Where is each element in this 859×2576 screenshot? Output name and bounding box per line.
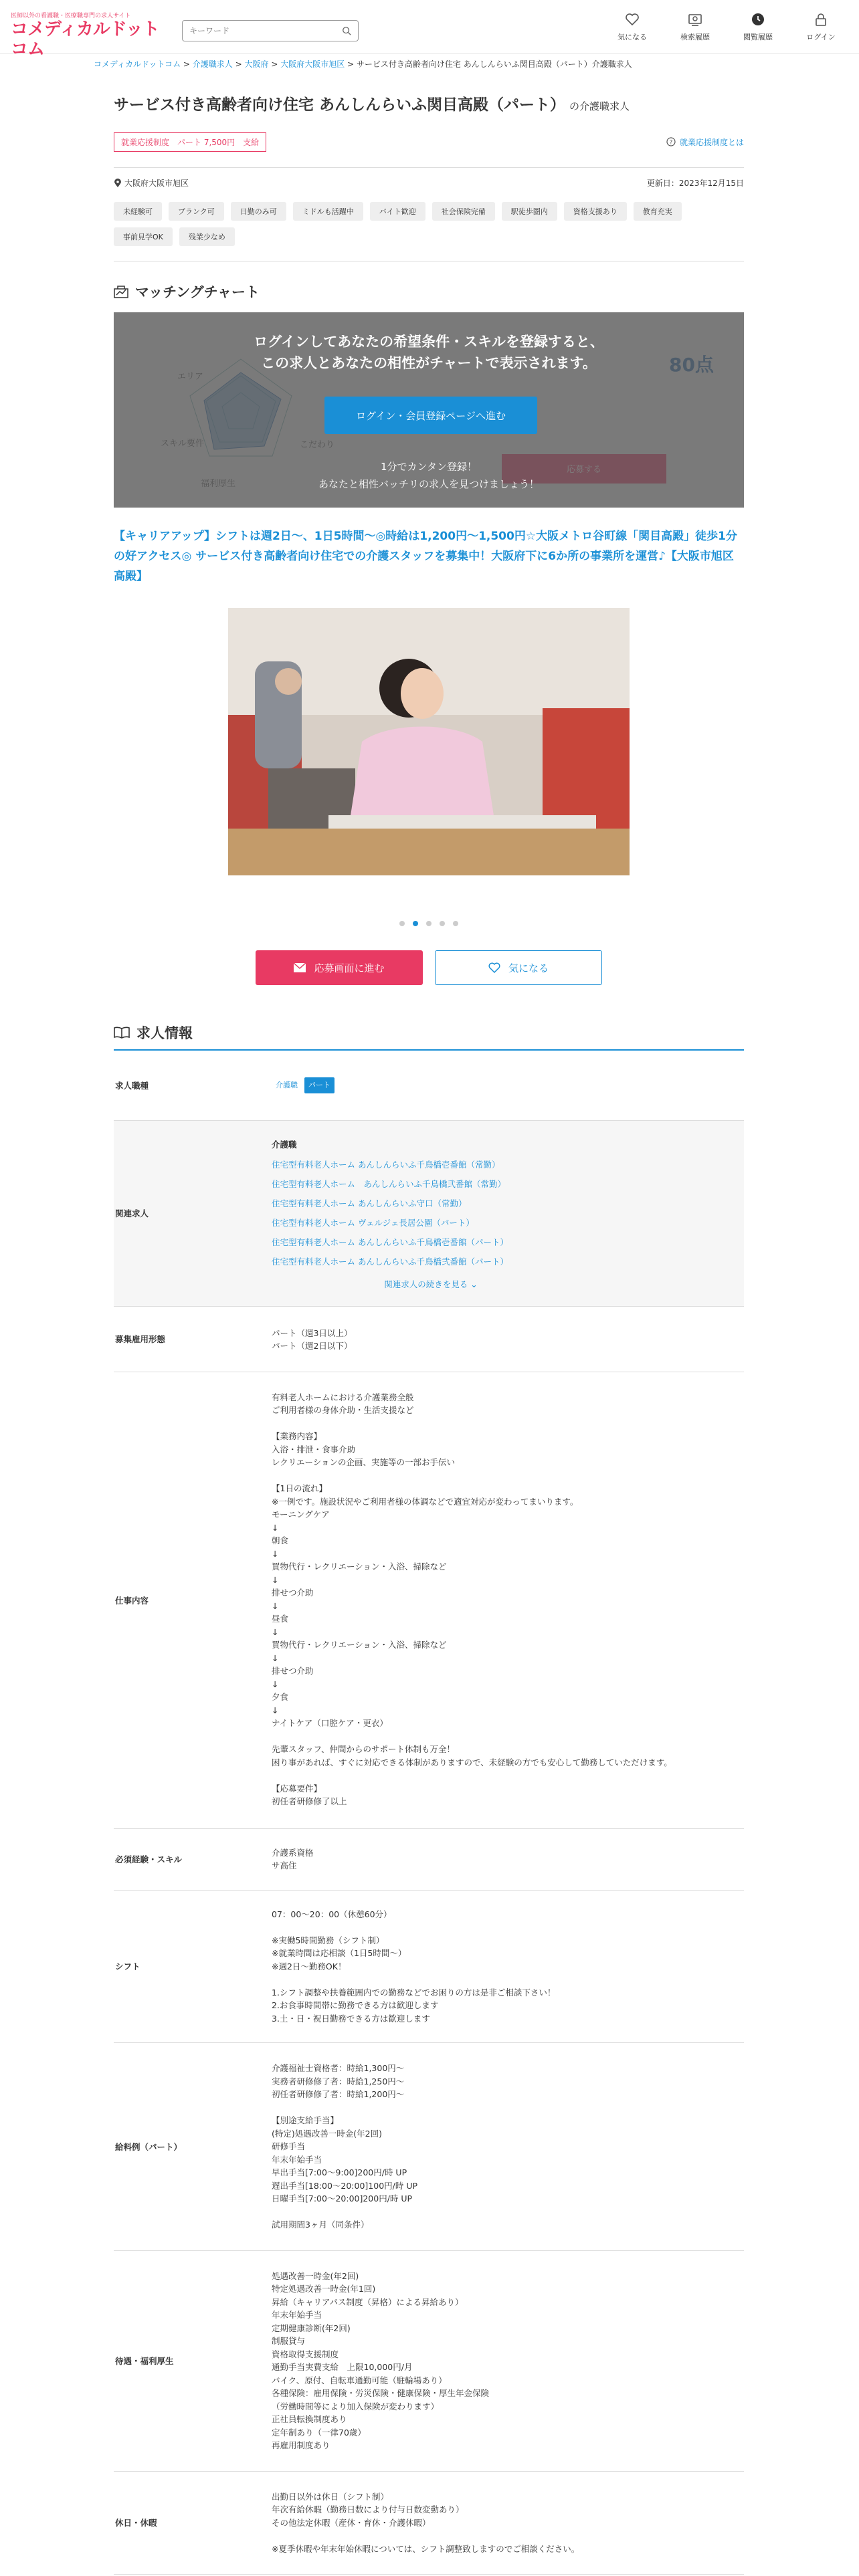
tag: ミドルも活躍中 [293,202,363,221]
carousel-dot[interactable] [426,921,432,926]
carousel-dot[interactable] [440,921,445,926]
nav-search-history-label: 検索履歴 [680,33,710,41]
breadcrumb-current: サービス付き高齢者向け住宅 あんしんらいふ関目高殿（パート）介護職求人 [356,60,632,69]
catch-copy: 【キャリアアップ】シフトは週2日〜、1日5時間〜◎時給は1,200円〜1,500円☆大阪メトロ谷町線「関目高殿」徒歩1分の好アクセス◎ サービス付き高齢者向け住宅での介護スタッフを募集中！大阪府下に6か所の事業所を運営♪【大阪市旭区高殿】 [114,530,737,583]
job-info-table [114,1051,744,2575]
search-box [182,20,359,41]
tag: 事前見学OK [114,227,173,246]
location-row [114,177,744,189]
row-label: 必須経験・スキル [114,1828,272,1890]
breadcrumb-sep: > [232,60,245,69]
row-label: 休日・休暇 [114,2471,272,2575]
row-value: パート（週3日以上） パート（週2日以下） [272,1306,744,1372]
table-row [114,1306,744,1372]
main-content [114,83,744,2575]
row-label: 求人職種 [114,1051,272,1120]
table-row [114,2043,744,2251]
svg-text:?: ? [669,139,673,146]
chart-sub-line: 1分でカンタン登録！ [381,461,477,473]
breadcrumb-sep: > [268,60,281,69]
related-job-link[interactable]: 住宅型有料老人ホーム あんしんらいふ守口（常勤） [272,1198,467,1208]
chart-sub-message [114,458,744,493]
matching-heading-text: マッチングチャート [135,284,260,300]
row-value: 処遇改善一時金(年2回) 特定処遇改善一時金(年1回) 昇給（キャリアパス制度（昇格）による昇給あり） 年末年始手当 定期健康診断(年2回) 制服貸与 資格取得支援制度 通勤手当実費支給 上限10,000円/月 バイク、原付、自転車通勤可能（駐輪場あり） 各種保険：雇用保険・労災保険・健康保険・厚生年金保険 （労働時間等により加入保険が変わります） 正社員転換制度あり 定年制あり（一律70歳） 再雇用制度あり [272,2250,744,2471]
location-text: 大阪府大阪市旭区 [124,179,189,188]
chart-message-line: ログインしてあなたの希望条件・スキルを登録すると、 [254,334,604,350]
row-value: 介護福祉士資格者：時給1,300円〜 実務者研修修了者：時給1,250円〜 初任者研修修了者：時給1,200円〜 【別途支給手当】 (特定)処遇改善一時金(年2回) 研修手当 年末年始手当 早出手当[7:00〜9:00]200円/時 UP 遅出手当[18:00〜20:00]100円/時 UP 日曜手当[7:00〜20:00]200円/時 UP 試用期間3ヶ月（同条件） [272,2043,744,2251]
question-icon [666,137,676,146]
row-label: 仕事内容 [114,1372,272,1828]
lock-icon [813,11,829,27]
tag: 日勤のみ可 [231,202,286,221]
mail-icon [294,963,306,972]
tag: 残業少なめ [179,227,235,246]
logo-tagline: 医師以外の看護職・医療職専門の求人サイト [11,13,131,19]
table-row [114,1120,744,1306]
breadcrumb-home[interactable]: コメディカルドットコム [94,60,181,69]
divider [114,167,744,168]
breadcrumb-asahi[interactable]: 大阪府大阪市旭区 [280,60,345,69]
row-label: シフト [114,1890,272,2043]
job-title-suffix: の介護職求人 [569,100,630,112]
nav-view-history-label: 閲覧履歴 [743,33,773,41]
carousel-dot[interactable] [453,921,458,926]
carousel-dot[interactable] [399,921,405,926]
search-icon[interactable] [342,26,351,35]
related-more-link[interactable]: 関連求人の続きを見る ⌄ [384,1279,478,1289]
favorite-button-label: 気になる [508,962,549,974]
page-title [114,94,744,118]
table-row [114,1372,744,1828]
login-register-button[interactable]: ログイン・会員登録ページへ進む [324,397,537,434]
chart-sub-line: あなたと相性バッチリの求人を見つけましょう！ [318,478,539,490]
action-buttons [114,950,744,985]
row-value: 07：00〜20：00（休憩60分） ※実働5時間勤務（シフト制） ※就業時間は応相談（1日5時間〜） ※週2日〜勤務OK！ 1.シフト調整や扶養範囲内での勤務などでお困りの方は是非ご相談下さい！ 2.お食事時間帯に勤務できる方は歓迎します 3.土・日・祝日勤務できる方は歓迎します [272,1890,744,2043]
table-row [114,2250,744,2471]
employment-badge: パート [304,1077,335,1093]
chart-message-line: この求人とあなたの相性がチャートで表示されます。 [261,355,597,371]
row-value [272,1051,744,1120]
matching-heading [114,282,744,302]
breadcrumb-sep: > [181,60,193,69]
row-value: 介護系資格 サ高住 [272,1828,744,1890]
table-row [114,1051,744,1120]
support-info-link[interactable] [666,136,744,148]
row-value: 出勤日以外は休日（シフト制） 年次有給休暇（勤務日数により付与日数変動あり） その他法定休暇（産休・育休・介護休暇） ※夏季休暇や年末年始休暇については、シフト調整致しますのでご相談ください。 [272,2471,744,2575]
nav-favorites[interactable] [601,0,664,53]
breadcrumb-osaka[interactable]: 大阪府 [244,60,269,69]
matching-chart [114,312,744,508]
job-photo[interactable] [228,608,630,875]
chart-login-message [114,331,744,374]
row-label: 待遇・福利厚生 [114,2250,272,2471]
tag: 資格支援あり [564,202,627,221]
related-job-link[interactable]: 住宅型有料老人ホーム ヴェルジェ長居公園（パート） [272,1218,474,1228]
heart-icon [488,962,500,973]
chart-icon [114,285,128,298]
search-input[interactable] [183,21,330,41]
tag: 社会保険完備 [432,202,495,221]
header-nav [601,0,852,53]
related-category: 介護職 [272,1139,297,1150]
feature-tags [114,202,743,246]
nav-favorites-label: 気になる [617,33,647,41]
row-label: 関連求人 [114,1120,272,1306]
related-jobs [272,1120,744,1306]
related-job-link[interactable]: 住宅型有料老人ホーム あんしんらいふ千鳥橋壱番館（常勤） [272,1160,500,1170]
tag: 未経験可 [114,202,162,221]
staff-photo-image [228,608,630,875]
related-job-link[interactable]: 住宅型有料老人ホーム あんしんらいふ千鳥橋弐番館（パート） [272,1257,508,1267]
table-row [114,1828,744,1890]
breadcrumb-kaigo[interactable]: 介護職求人 [192,60,233,69]
tag: 教育充実 [634,202,682,221]
location [114,177,189,189]
site-header [0,0,859,60]
row-label: 給料例（パート） [114,2043,272,2251]
favorite-button[interactable] [435,950,602,985]
related-job-link[interactable]: 住宅型有料老人ホーム あんしんらいふ千鳥橋弐番館（常勤） [272,1179,506,1189]
nav-login[interactable] [789,0,852,53]
job-info-heading-text: 求人情報 [136,1025,193,1041]
table-row [114,1890,744,2043]
job-type-link[interactable]: 介護職 [276,1081,298,1089]
table-row [114,2471,744,2575]
apply-button-label: 応募画面に進む [314,962,385,974]
support-info-label: 就業応援制度とは [679,137,744,147]
tag: ブランク可 [169,202,224,221]
nav-search-history[interactable] [664,0,727,53]
tag: 駅徒歩圏内 [502,202,557,221]
related-job-link[interactable]: 住宅型有料老人ホーム あんしんらいふ千鳥橋壱番館（パート） [272,1237,508,1247]
carousel-dot-active[interactable] [413,921,418,926]
clock-icon [750,11,766,27]
nav-view-history[interactable] [727,0,789,53]
support-row [114,131,744,152]
nav-login-label: ログイン [806,33,836,41]
support-badge: 就業応援制度 パート 7,500円 支給 [114,132,266,152]
updated-date: 更新日：2023年12月15日 [646,179,744,188]
logo[interactable] [11,11,171,60]
tag: バイト歓迎 [370,202,425,221]
job-title-text: サービス付き高齢者向け住宅 あんしんらいふ関目高殿（パート） [114,96,566,114]
book-icon [114,1027,130,1039]
heart-icon [624,11,640,27]
job-info-heading [114,1023,744,1051]
history-icon [687,11,703,27]
row-label: 募集雇用形態 [114,1306,272,1372]
breadcrumb [94,58,789,71]
row-value: 有料老人ホームにおける介護業務全般 ご利用者様の身体介助・生活支援など 【業務内容】 入浴・排泄・食事介助 レクリエーションの企画、実施等の一部お手伝い 【1日の流れ】 ※一例です。施設状況やご利用者様の体調などで適宜対応が変わってまいります。 モーニングケア ↓ 朝食 ↓ 買物代行・レクリエーション・入浴、掃除など ↓ 排せつ介助 ↓ 昼食 ↓ 買物代行・レクリエーション・入浴、掃除など ↓ 排せつ介助 ↓ 夕食 ↓ ナイトケア（口腔ケア・更衣） 先輩スタッフ、仲間からのサポート体制も万全！ 困り事があれば、すぐに対応できる体制がありますので、未経験の方でも安心して勤務していただけます。 【応募要件】 初任者研修修了以上 [272,1372,744,1828]
carousel-dots [114,921,744,926]
apply-button[interactable] [256,950,423,985]
breadcrumb-sep: > [345,60,357,69]
logo-text: コメディカルドットコム [11,19,159,60]
map-pin-icon [114,179,122,188]
